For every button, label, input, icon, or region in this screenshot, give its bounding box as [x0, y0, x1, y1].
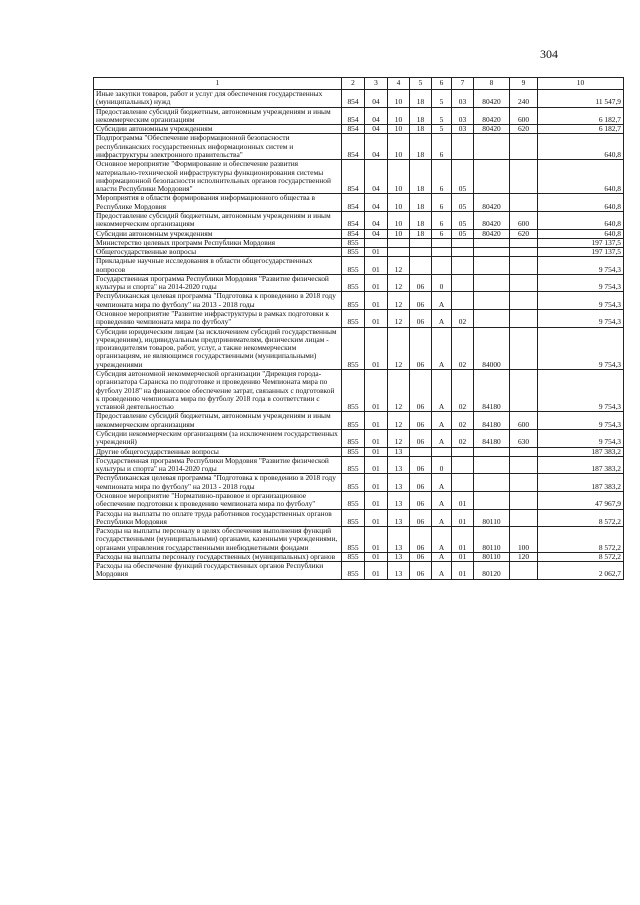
cell-subprogram: 6: [432, 134, 452, 160]
cell-subprogram: [432, 238, 452, 247]
cell-program: 06: [410, 474, 432, 492]
cell-program: 18: [410, 134, 432, 160]
column-header: 7: [452, 78, 474, 90]
cell-amount: 8 572,2: [538, 527, 624, 553]
cell-expense-type: 620: [510, 125, 538, 134]
table-row: [94, 257, 624, 275]
cell-direction: [474, 134, 510, 160]
row-description: Субсидия автономной некоммерческой организации "Дирекция города-организатора Саранска по подготовке и проведению Чемпионата мира по футболу 2018" на финансовое обеспечение затрат, связанных с подготовкой к проведению чемпионата мира по футболу 2018 года в соответствии с уставной деятельностью: [94, 370, 342, 412]
cell-amount: 9 754,3: [538, 310, 624, 328]
cell-section: 01: [365, 527, 388, 553]
row-description: Субсидии юридическим лицам (за исключением субсидий государственным учреждениям), индивидуальным предпринимателям, физическим лицам - производителям товаров, работ, услуг, а также некоммерческим организациям, не являющимся государственными (муниципальными) учреждениями: [94, 327, 342, 369]
cell-amount: 8 572,2: [538, 509, 624, 527]
cell-ministry-code: 854: [342, 107, 365, 125]
cell-expense-type: 240: [510, 90, 538, 108]
row-description: Субсидии некоммерческим организациям (за исключением государственных учреждений): [94, 429, 342, 447]
table-row: [94, 292, 624, 310]
cell-program: 06: [410, 552, 432, 561]
cell-ministry-code: 854: [342, 125, 365, 134]
cell-subprogram: [432, 257, 452, 275]
cell-section: 01: [365, 292, 388, 310]
cell-activity: 03: [452, 107, 474, 125]
cell-activity: 05: [452, 229, 474, 238]
cell-subsection: 10: [388, 194, 410, 212]
cell-amount: 640,8: [538, 134, 624, 160]
cell-amount: 187 383,2: [538, 474, 624, 492]
cell-section: 01: [365, 370, 388, 412]
cell-expense-type: [510, 292, 538, 310]
cell-direction: [474, 248, 510, 257]
cell-direction: 80420: [474, 125, 510, 134]
cell-ministry-code: 855: [342, 429, 365, 447]
cell-ministry-code: 855: [342, 412, 365, 430]
table-row: [94, 491, 624, 509]
cell-subsection: 10: [388, 229, 410, 238]
row-description: Основное мероприятие "Нормативно-правовое и организационное обеспечение подготовки к проведению чемпионата мира по футболу": [94, 491, 342, 509]
cell-amount: 9 754,3: [538, 429, 624, 447]
cell-activity: [452, 238, 474, 247]
cell-amount: 6 182,7: [538, 125, 624, 134]
cell-ministry-code: 855: [342, 292, 365, 310]
cell-subsection: [388, 248, 410, 257]
cell-section: 04: [365, 160, 388, 194]
column-header: 1: [94, 78, 342, 90]
cell-direction: [474, 491, 510, 509]
cell-subprogram: 6: [432, 229, 452, 238]
cell-program: 18: [410, 90, 432, 108]
cell-activity: 02: [452, 310, 474, 328]
cell-expense-type: [510, 562, 538, 580]
cell-subsection: 10: [388, 134, 410, 160]
cell-program: 06: [410, 491, 432, 509]
cell-subprogram: А: [432, 527, 452, 553]
cell-activity: 02: [452, 327, 474, 369]
cell-subsection: 12: [388, 274, 410, 292]
cell-activity: [452, 274, 474, 292]
column-header: 6: [432, 78, 452, 90]
column-header: 2: [342, 78, 365, 90]
table-row: [94, 194, 624, 212]
cell-section: 01: [365, 491, 388, 509]
cell-program: [410, 248, 432, 257]
cell-amount: 9 754,3: [538, 257, 624, 275]
cell-ministry-code: 855: [342, 447, 365, 456]
cell-program: [410, 238, 432, 247]
cell-amount: 640,8: [538, 160, 624, 194]
cell-expense-type: [510, 274, 538, 292]
cell-section: 01: [365, 509, 388, 527]
cell-amount: 11 547,9: [538, 90, 624, 108]
budget-table: [93, 77, 624, 580]
cell-direction: [474, 238, 510, 247]
table-row: [94, 429, 624, 447]
cell-program: 06: [410, 429, 432, 447]
cell-activity: 03: [452, 125, 474, 134]
cell-direction: [474, 160, 510, 194]
cell-section: 01: [365, 248, 388, 257]
cell-section: 01: [365, 456, 388, 474]
cell-activity: 03: [452, 90, 474, 108]
cell-subprogram: А: [432, 327, 452, 369]
cell-amount: 9 754,3: [538, 274, 624, 292]
cell-expense-type: 600: [510, 107, 538, 125]
cell-subprogram: А: [432, 552, 452, 561]
table-row: [94, 412, 624, 430]
cell-direction: [474, 274, 510, 292]
row-description: Расходы на выплаты персоналу в целях обеспечения выполнения функций государственными (муниципальными) органами, казенными учреждениями, органами управления государственными внебюджетными фондами: [94, 527, 342, 553]
cell-subsection: 13: [388, 491, 410, 509]
cell-direction: 84180: [474, 370, 510, 412]
cell-direction: 80420: [474, 107, 510, 125]
cell-subprogram: 0: [432, 456, 452, 474]
cell-program: 06: [410, 292, 432, 310]
cell-activity: 01: [452, 562, 474, 580]
cell-ministry-code: 854: [342, 90, 365, 108]
cell-program: 18: [410, 229, 432, 238]
cell-direction: 84180: [474, 412, 510, 430]
cell-program: 18: [410, 125, 432, 134]
cell-activity: 05: [452, 211, 474, 229]
row-description: Предоставление субсидий бюджетным, автономным учреждениям и иным некоммерческим организациям: [94, 412, 342, 430]
cell-expense-type: [510, 238, 538, 247]
cell-amount: 9 754,3: [538, 327, 624, 369]
table-row: [94, 90, 624, 108]
cell-activity: 01: [452, 509, 474, 527]
cell-subsection: 10: [388, 90, 410, 108]
cell-expense-type: [510, 194, 538, 212]
cell-direction: [474, 292, 510, 310]
cell-section: 01: [365, 257, 388, 275]
cell-program: 06: [410, 509, 432, 527]
cell-section: 04: [365, 125, 388, 134]
cell-subsection: 12: [388, 257, 410, 275]
row-description: Расходы на выплаты персоналу государственных (муниципальных) органов: [94, 552, 342, 561]
cell-program: 06: [410, 274, 432, 292]
cell-direction: [474, 456, 510, 474]
cell-section: 01: [365, 327, 388, 369]
cell-expense-type: [510, 370, 538, 412]
row-description: Основное мероприятие "Развитие инфраструктуры в рамках подготовки к проведению чемпионата мира по футболу": [94, 310, 342, 328]
cell-activity: 02: [452, 412, 474, 430]
cell-expense-type: 600: [510, 412, 538, 430]
cell-expense-type: [510, 310, 538, 328]
cell-direction: 80110: [474, 552, 510, 561]
cell-ministry-code: 854: [342, 160, 365, 194]
cell-ministry-code: 854: [342, 229, 365, 238]
cell-ministry-code: 854: [342, 134, 365, 160]
cell-amount: 187 383,2: [538, 456, 624, 474]
cell-subprogram: А: [432, 491, 452, 509]
cell-subsection: 12: [388, 370, 410, 412]
cell-subsection: 13: [388, 474, 410, 492]
cell-amount: 197 137,5: [538, 248, 624, 257]
cell-section: 01: [365, 429, 388, 447]
cell-amount: 640,8: [538, 229, 624, 238]
cell-subprogram: А: [432, 509, 452, 527]
cell-ministry-code: 855: [342, 552, 365, 561]
cell-subsection: 13: [388, 562, 410, 580]
table-row: [94, 274, 624, 292]
cell-expense-type: [510, 456, 538, 474]
cell-direction: 80110: [474, 527, 510, 553]
cell-amount: 8 572,2: [538, 552, 624, 561]
cell-program: 18: [410, 211, 432, 229]
row-description: Расходы на обеспечение функций государственных органов Республики Мордовия: [94, 562, 342, 580]
cell-direction: 84000: [474, 327, 510, 369]
cell-direction: [474, 447, 510, 456]
cell-section: 04: [365, 229, 388, 238]
cell-section: 04: [365, 211, 388, 229]
cell-ministry-code: 854: [342, 211, 365, 229]
cell-subprogram: 6: [432, 160, 452, 194]
cell-section: 04: [365, 194, 388, 212]
column-header: 3: [365, 78, 388, 90]
cell-subprogram: 6: [432, 211, 452, 229]
cell-activity: [452, 134, 474, 160]
cell-subsection: 12: [388, 310, 410, 328]
row-description: Предоставление субсидий бюджетным, автономным учреждениям и иным некоммерческим организациям: [94, 107, 342, 125]
cell-expense-type: [510, 447, 538, 456]
cell-activity: [452, 447, 474, 456]
row-description: Министерство целевых программ Республики Мордовия: [94, 238, 342, 247]
cell-subprogram: А: [432, 292, 452, 310]
cell-subprogram: 5: [432, 125, 452, 134]
cell-ministry-code: 855: [342, 456, 365, 474]
cell-ministry-code: 855: [342, 370, 365, 412]
cell-direction: [474, 310, 510, 328]
cell-subsection: 10: [388, 211, 410, 229]
cell-direction: 80110: [474, 509, 510, 527]
cell-activity: 02: [452, 370, 474, 412]
cell-direction: 80420: [474, 90, 510, 108]
cell-subsection: 12: [388, 327, 410, 369]
cell-direction: 80420: [474, 211, 510, 229]
row-description: Предоставление субсидий бюджетным, автономным учреждениям и иным некоммерческим организациям: [94, 211, 342, 229]
page-number: 304: [540, 47, 558, 61]
cell-program: 18: [410, 194, 432, 212]
table-row: [94, 327, 624, 369]
cell-ministry-code: 855: [342, 310, 365, 328]
row-description: Мероприятия в области формирования информационного общества в Республике Мордовия: [94, 194, 342, 212]
table-row: [94, 474, 624, 492]
cell-expense-type: [510, 160, 538, 194]
table-row: [94, 229, 624, 238]
cell-program: 06: [410, 562, 432, 580]
cell-section: 01: [365, 474, 388, 492]
cell-expense-type: 600: [510, 211, 538, 229]
cell-ministry-code: 855: [342, 509, 365, 527]
cell-subsection: 10: [388, 125, 410, 134]
cell-subprogram: А: [432, 370, 452, 412]
cell-subprogram: [432, 248, 452, 257]
cell-program: 06: [410, 327, 432, 369]
cell-ministry-code: 855: [342, 527, 365, 553]
cell-subprogram: А: [432, 562, 452, 580]
cell-expense-type: [510, 327, 538, 369]
cell-subprogram: 5: [432, 107, 452, 125]
cell-ministry-code: 855: [342, 327, 365, 369]
row-description: Иные закупки товаров, работ и услуг для обеспечения государственных (муниципальных) нужд: [94, 90, 342, 108]
cell-program: 18: [410, 160, 432, 194]
row-description: Прикладные научные исследования в области общегосударственных вопросов: [94, 257, 342, 275]
row-description: Государственная программа Республики Мордовия "Развитие физической культуры и спорта" на 2014-2020 годы: [94, 456, 342, 474]
cell-expense-type: [510, 491, 538, 509]
cell-amount: 187 383,2: [538, 447, 624, 456]
cell-subsection: 10: [388, 107, 410, 125]
cell-subsection: 10: [388, 160, 410, 194]
cell-subprogram: А: [432, 310, 452, 328]
cell-program: [410, 257, 432, 275]
cell-activity: 05: [452, 160, 474, 194]
column-header: 4: [388, 78, 410, 90]
cell-direction: 84180: [474, 429, 510, 447]
row-description: Расходы на выплаты по оплате труда работников государственных органов Республики Мордовия: [94, 509, 342, 527]
table-header-row: [94, 78, 624, 90]
cell-ministry-code: 855: [342, 248, 365, 257]
cell-subsection: 13: [388, 509, 410, 527]
cell-subprogram: 5: [432, 90, 452, 108]
cell-section: 01: [365, 447, 388, 456]
column-header: 5: [410, 78, 432, 90]
cell-program: 06: [410, 310, 432, 328]
table-row: [94, 456, 624, 474]
cell-direction: [474, 474, 510, 492]
cell-expense-type: [510, 134, 538, 160]
row-description: Подпрограмма "Обеспечение информационной безопасности республиканских государственных информационных систем и инфраструктуры электронного правительства": [94, 134, 342, 160]
cell-ministry-code: 855: [342, 238, 365, 247]
cell-program: 06: [410, 527, 432, 553]
cell-subsection: 12: [388, 412, 410, 430]
table-row: [94, 562, 624, 580]
cell-ministry-code: 855: [342, 562, 365, 580]
cell-section: 04: [365, 134, 388, 160]
cell-subsection: 12: [388, 292, 410, 310]
cell-activity: 05: [452, 194, 474, 212]
cell-subsection: 13: [388, 527, 410, 553]
cell-activity: 01: [452, 552, 474, 561]
cell-amount: 2 062,7: [538, 562, 624, 580]
cell-section: 01: [365, 274, 388, 292]
row-description: Субсидии автономным учреждениям: [94, 125, 342, 134]
cell-activity: [452, 257, 474, 275]
table-row: [94, 370, 624, 412]
cell-section: 01: [365, 412, 388, 430]
cell-section: 04: [365, 107, 388, 125]
cell-activity: [452, 474, 474, 492]
cell-activity: 02: [452, 429, 474, 447]
column-header: 8: [474, 78, 510, 90]
cell-direction: 80420: [474, 194, 510, 212]
cell-amount: 9 754,3: [538, 292, 624, 310]
cell-expense-type: [510, 509, 538, 527]
cell-program: 06: [410, 456, 432, 474]
row-description: Республиканская целевая программа "Подготовка к проведению в 2018 году чемпионата мира по футболу" на 2013 - 2018 годы: [94, 474, 342, 492]
row-description: Республиканская целевая программа "Подготовка к проведению в 2018 году чемпионата мира по футболу" на 2013 - 2018 годы: [94, 292, 342, 310]
cell-expense-type: 120: [510, 552, 538, 561]
row-description: Государственная программа Республики Мордовия "Развитие физической культуры и спорта" на 2014-2020 годы: [94, 274, 342, 292]
cell-amount: 640,8: [538, 211, 624, 229]
row-description: Основное мероприятие "Формирование и обеспечение развития материально-технической инфраструктуры функционирования системы информационной безопасности исполнительных органов государственной власти Республики Мордовия": [94, 160, 342, 194]
table-row: [94, 107, 624, 125]
cell-subprogram: 6: [432, 194, 452, 212]
cell-activity: [452, 456, 474, 474]
table-row: [94, 527, 624, 553]
cell-subprogram: А: [432, 412, 452, 430]
row-description: Субсидии автономным учреждениям: [94, 229, 342, 238]
column-header: 9: [510, 78, 538, 90]
cell-ministry-code: 855: [342, 491, 365, 509]
cell-subprogram: 0: [432, 274, 452, 292]
table-row: [94, 447, 624, 456]
cell-section: 04: [365, 90, 388, 108]
cell-subsection: [388, 238, 410, 247]
cell-amount: 9 754,3: [538, 412, 624, 430]
cell-direction: 80420: [474, 229, 510, 238]
cell-subprogram: [432, 447, 452, 456]
cell-program: 06: [410, 370, 432, 412]
cell-subsection: 13: [388, 552, 410, 561]
table-row: [94, 160, 624, 194]
cell-amount: 197 137,5: [538, 238, 624, 247]
cell-program: [410, 447, 432, 456]
cell-expense-type: [510, 248, 538, 257]
cell-activity: [452, 248, 474, 257]
cell-expense-type: 630: [510, 429, 538, 447]
cell-section: 01: [365, 310, 388, 328]
cell-direction: [474, 257, 510, 275]
row-description: Общегосударственные вопросы: [94, 248, 342, 257]
cell-subprogram: А: [432, 474, 452, 492]
table-row: [94, 509, 624, 527]
cell-expense-type: [510, 474, 538, 492]
cell-activity: 01: [452, 491, 474, 509]
cell-ministry-code: 855: [342, 274, 365, 292]
cell-section: 01: [365, 552, 388, 561]
cell-program: 18: [410, 107, 432, 125]
cell-ministry-code: 854: [342, 194, 365, 212]
cell-amount: 640,8: [538, 194, 624, 212]
cell-subprogram: А: [432, 429, 452, 447]
table-row: [94, 310, 624, 328]
cell-ministry-code: 855: [342, 257, 365, 275]
cell-section: 01: [365, 562, 388, 580]
cell-expense-type: 100: [510, 527, 538, 553]
row-description: Другие общегосударственные вопросы: [94, 447, 342, 456]
cell-program: 06: [410, 412, 432, 430]
cell-amount: 9 754,3: [538, 370, 624, 412]
column-header: 10: [538, 78, 624, 90]
cell-direction: 80120: [474, 562, 510, 580]
cell-subsection: 13: [388, 447, 410, 456]
cell-subsection: 13: [388, 456, 410, 474]
cell-activity: [452, 292, 474, 310]
table-row: [94, 211, 624, 229]
cell-subsection: 12: [388, 429, 410, 447]
cell-amount: 6 182,7: [538, 107, 624, 125]
table-row: [94, 134, 624, 160]
cell-amount: 47 967,9: [538, 491, 624, 509]
cell-expense-type: 620: [510, 229, 538, 238]
cell-expense-type: [510, 257, 538, 275]
cell-ministry-code: 855: [342, 474, 365, 492]
cell-activity: 01: [452, 527, 474, 553]
